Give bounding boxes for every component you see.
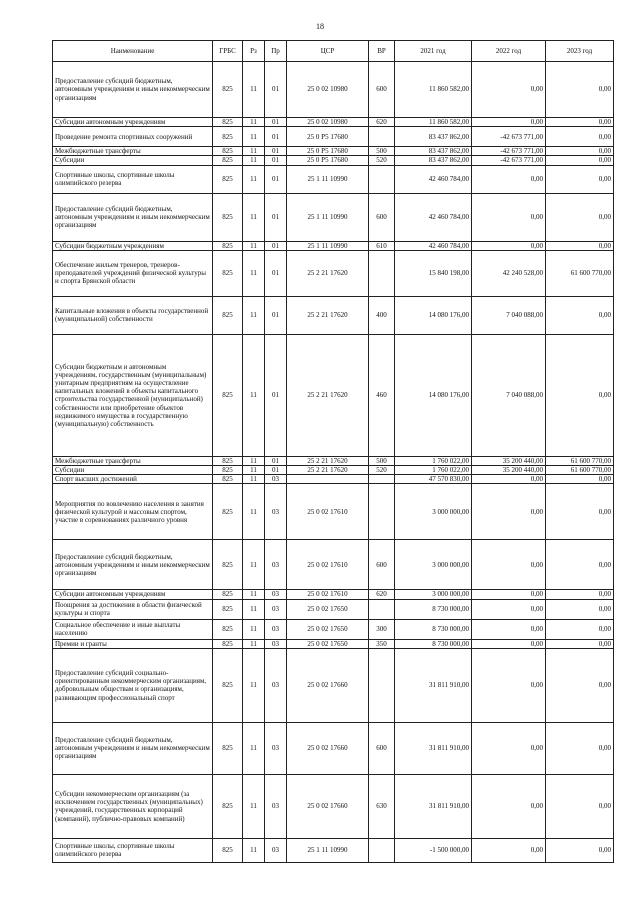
cell-2023: 0,00 bbox=[546, 774, 614, 838]
cell-rz: 11 bbox=[243, 540, 265, 590]
cell-name: Субсидии bbox=[53, 466, 213, 475]
cell-vr: 620 bbox=[369, 590, 395, 599]
cell-2022: 0,00 bbox=[472, 619, 546, 639]
cell-pr: 01 bbox=[265, 334, 287, 456]
cell-vr bbox=[369, 475, 395, 484]
cell-vr bbox=[369, 165, 395, 193]
cell-name: Субсидии bbox=[53, 156, 213, 165]
cell-rz: 11 bbox=[243, 334, 265, 456]
cell-vr: 610 bbox=[369, 241, 395, 250]
cell-grbs: 825 bbox=[213, 639, 243, 648]
cell-2023: 61 600 770,00 bbox=[546, 250, 614, 296]
cell-csr: 25 0 02 10980 bbox=[287, 118, 369, 127]
cell-rz: 11 bbox=[243, 466, 265, 475]
header-pr: Пр bbox=[265, 41, 287, 62]
cell-2023: 61 600 770,00 bbox=[546, 466, 614, 475]
cell-pr: 01 bbox=[265, 147, 287, 156]
cell-2022: 0,00 bbox=[472, 722, 546, 774]
cell-2023: 0,00 bbox=[546, 475, 614, 484]
cell-csr: 25 0 02 17660 bbox=[287, 648, 369, 722]
cell-pr: 03 bbox=[265, 722, 287, 774]
table-row bbox=[53, 639, 614, 648]
cell-vr: 460 bbox=[369, 334, 395, 456]
cell-vr: 500 bbox=[369, 147, 395, 156]
header-2021: 2021 год bbox=[395, 41, 472, 62]
cell-2023: 0,00 bbox=[546, 334, 614, 456]
cell-csr: 25 0 02 17660 bbox=[287, 722, 369, 774]
cell-2021: 31 811 910,00 bbox=[395, 722, 472, 774]
cell-2022: -42 673 771,00 bbox=[472, 127, 546, 147]
cell-csr: 25 2 21 17620 bbox=[287, 466, 369, 475]
cell-csr: 25 0 02 10980 bbox=[287, 62, 369, 118]
cell-2023: 0,00 bbox=[546, 540, 614, 590]
cell-vr: 300 bbox=[369, 619, 395, 639]
cell-pr: 03 bbox=[265, 599, 287, 619]
cell-pr: 03 bbox=[265, 774, 287, 838]
cell-2023: 0,00 bbox=[546, 193, 614, 241]
cell-grbs: 825 bbox=[213, 475, 243, 484]
cell-pr: 01 bbox=[265, 118, 287, 127]
cell-2022: 0,00 bbox=[472, 838, 546, 862]
cell-2022: 0,00 bbox=[472, 599, 546, 619]
cell-pr: 03 bbox=[265, 475, 287, 484]
cell-vr: 600 bbox=[369, 722, 395, 774]
cell-2021: 1 760 022,00 bbox=[395, 456, 472, 465]
cell-grbs: 825 bbox=[213, 619, 243, 639]
table-row bbox=[53, 334, 614, 456]
cell-grbs: 825 bbox=[213, 156, 243, 165]
cell-2021: 14 080 176,00 bbox=[395, 334, 472, 456]
cell-grbs: 825 bbox=[213, 456, 243, 465]
cell-name: Предоставление субсидий бюджетным, автономным учреждениям и иным некоммерческим организациям bbox=[53, 540, 213, 590]
header-vr: ВР bbox=[369, 41, 395, 62]
cell-grbs: 825 bbox=[213, 296, 243, 334]
cell-name: Межбюджетные трансферты bbox=[53, 456, 213, 465]
cell-2022: 7 040 088,00 bbox=[472, 296, 546, 334]
table-row bbox=[53, 296, 614, 334]
cell-name: Спорт высших достижений bbox=[53, 475, 213, 484]
cell-rz: 11 bbox=[243, 475, 265, 484]
header-grbs: ГРБС bbox=[213, 41, 243, 62]
cell-pr: 03 bbox=[265, 619, 287, 639]
cell-rz: 11 bbox=[243, 639, 265, 648]
table-row bbox=[53, 147, 614, 156]
table-row bbox=[53, 619, 614, 639]
cell-rz: 11 bbox=[243, 484, 265, 540]
cell-vr: 600 bbox=[369, 193, 395, 241]
cell-2023: 0,00 bbox=[546, 648, 614, 722]
table-row bbox=[53, 722, 614, 774]
cell-2022: 0,00 bbox=[472, 648, 546, 722]
cell-vr: 500 bbox=[369, 456, 395, 465]
cell-2022: 0,00 bbox=[472, 193, 546, 241]
cell-rz: 11 bbox=[243, 838, 265, 862]
cell-2021: 83 437 862,00 bbox=[395, 147, 472, 156]
cell-2022: 0,00 bbox=[472, 590, 546, 599]
cell-2021: 3 000 000,00 bbox=[395, 590, 472, 599]
table-row bbox=[53, 540, 614, 590]
cell-grbs: 825 bbox=[213, 62, 243, 118]
cell-grbs: 825 bbox=[213, 599, 243, 619]
cell-csr: 25 1 11 10990 bbox=[287, 241, 369, 250]
cell-rz: 11 bbox=[243, 147, 265, 156]
cell-2021: 3 000 000,00 bbox=[395, 540, 472, 590]
cell-pr: 01 bbox=[265, 466, 287, 475]
cell-csr: 25 1 11 10990 bbox=[287, 165, 369, 193]
cell-grbs: 825 bbox=[213, 165, 243, 193]
cell-2023: 0,00 bbox=[546, 165, 614, 193]
table-row bbox=[53, 774, 614, 838]
cell-2022: -42 673 771,00 bbox=[472, 147, 546, 156]
cell-2022: 0,00 bbox=[472, 165, 546, 193]
cell-pr: 03 bbox=[265, 540, 287, 590]
cell-grbs: 825 bbox=[213, 722, 243, 774]
cell-2023: 0,00 bbox=[546, 639, 614, 648]
cell-csr: 25 2 21 17620 bbox=[287, 250, 369, 296]
cell-2021: 42 460 784,00 bbox=[395, 193, 472, 241]
cell-pr: 03 bbox=[265, 639, 287, 648]
cell-2023: 0,00 bbox=[546, 722, 614, 774]
cell-pr: 01 bbox=[265, 127, 287, 147]
cell-rz: 11 bbox=[243, 156, 265, 165]
cell-vr: 600 bbox=[369, 540, 395, 590]
cell-2023: 0,00 bbox=[546, 118, 614, 127]
table-row bbox=[53, 648, 614, 722]
cell-name: Субсидии бюджетным и автономным учреждениям, государственным (муниципальным) унитарным предприятиям на осуществление капитальных вложений в объекты капитального строительства государственной (муниципальной) собственности или приобретение объектов недвижимого имущества в государственную (муниципальную) собственность bbox=[53, 334, 213, 456]
cell-grbs: 825 bbox=[213, 118, 243, 127]
cell-csr: 25 0 02 17650 bbox=[287, 639, 369, 648]
cell-vr bbox=[369, 484, 395, 540]
cell-grbs: 825 bbox=[213, 241, 243, 250]
cell-name: Межбюджетные трансферты bbox=[53, 147, 213, 156]
table-row bbox=[53, 475, 614, 484]
cell-grbs: 825 bbox=[213, 147, 243, 156]
cell-name: Социальное обеспечение и иные выплаты населению bbox=[53, 619, 213, 639]
cell-name: Поощрения за достижения в области физической культуры и спорта bbox=[53, 599, 213, 619]
cell-name: Предоставление субсидий бюджетным, автономным учреждениям и иным некоммерческим организациям bbox=[53, 62, 213, 118]
cell-vr: 520 bbox=[369, 466, 395, 475]
table-row bbox=[53, 466, 614, 475]
cell-rz: 11 bbox=[243, 62, 265, 118]
cell-pr: 01 bbox=[265, 250, 287, 296]
cell-csr: 25 0 02 17610 bbox=[287, 590, 369, 599]
cell-rz: 11 bbox=[243, 250, 265, 296]
cell-name: Мероприятия по вовлечению населения в занятия физической культурой и массовым спортом, участие в соревнованиях различного уровня bbox=[53, 484, 213, 540]
cell-name: Предоставление субсидий бюджетным, автономным учреждениям и иным некоммерческим организациям bbox=[53, 722, 213, 774]
cell-2021: 11 860 582,00 bbox=[395, 118, 472, 127]
cell-2023: 61 600 770,00 bbox=[546, 456, 614, 465]
cell-csr: 25 0 P5 17680 bbox=[287, 127, 369, 147]
cell-2022: 35 200 440,00 bbox=[472, 456, 546, 465]
cell-pr: 01 bbox=[265, 241, 287, 250]
cell-csr: 25 2 21 17620 bbox=[287, 296, 369, 334]
cell-2022: 0,00 bbox=[472, 241, 546, 250]
cell-2021: 15 840 198,00 bbox=[395, 250, 472, 296]
cell-name: Спортивные школы, спортивные школы олимпийского резерва bbox=[53, 838, 213, 862]
cell-pr: 01 bbox=[265, 165, 287, 193]
cell-2021: 42 460 784,00 bbox=[395, 241, 472, 250]
table-row bbox=[53, 241, 614, 250]
table-row bbox=[53, 250, 614, 296]
cell-2022: 7 040 088,00 bbox=[472, 334, 546, 456]
cell-grbs: 825 bbox=[213, 774, 243, 838]
table-row bbox=[53, 165, 614, 193]
header-name: Наименование bbox=[53, 41, 213, 62]
cell-rz: 11 bbox=[243, 241, 265, 250]
cell-vr: 630 bbox=[369, 774, 395, 838]
cell-rz: 11 bbox=[243, 127, 265, 147]
cell-rz: 11 bbox=[243, 165, 265, 193]
cell-pr: 03 bbox=[265, 484, 287, 540]
cell-2021: -1 500 000,00 bbox=[395, 838, 472, 862]
cell-2022: 0,00 bbox=[472, 484, 546, 540]
table-body bbox=[53, 62, 614, 863]
cell-2022: 0,00 bbox=[472, 475, 546, 484]
cell-vr bbox=[369, 599, 395, 619]
cell-name: Проведение ремонта спортивных сооружений bbox=[53, 127, 213, 147]
table-row bbox=[53, 127, 614, 147]
cell-pr: 01 bbox=[265, 193, 287, 241]
cell-2023: 0,00 bbox=[546, 62, 614, 118]
table-header-row bbox=[53, 41, 614, 62]
header-2022: 2022 год bbox=[472, 41, 546, 62]
cell-csr: 25 0 02 17650 bbox=[287, 599, 369, 619]
cell-grbs: 825 bbox=[213, 540, 243, 590]
cell-csr: 25 2 21 17620 bbox=[287, 334, 369, 456]
cell-2023: 0,00 bbox=[546, 484, 614, 540]
table-row bbox=[53, 590, 614, 599]
cell-2023: 0,00 bbox=[546, 838, 614, 862]
cell-2023: 0,00 bbox=[546, 619, 614, 639]
cell-csr: 25 0 02 17610 bbox=[287, 484, 369, 540]
cell-vr: 520 bbox=[369, 156, 395, 165]
cell-2023: 0,00 bbox=[546, 296, 614, 334]
cell-name: Субсидии некоммерческим организациям (за исключением государственных (муниципальных) учреждений, государственных корпораций (компаний), публично-правовых компаний) bbox=[53, 774, 213, 838]
cell-grbs: 825 bbox=[213, 590, 243, 599]
cell-name: Предоставление субсидий бюджетным, автономным учреждениям и иным некоммерческим организациям bbox=[53, 193, 213, 241]
cell-2021: 3 000 000,00 bbox=[395, 484, 472, 540]
cell-name: Предоставление субсидий социально-ориентированным некоммерческим организациям, добровольным обществам и организациям, развивающим профессиональный спорт bbox=[53, 648, 213, 722]
cell-vr: 600 bbox=[369, 62, 395, 118]
cell-rz: 11 bbox=[243, 599, 265, 619]
table-row bbox=[53, 62, 614, 118]
cell-vr: 350 bbox=[369, 639, 395, 648]
cell-2023: 0,00 bbox=[546, 127, 614, 147]
cell-rz: 11 bbox=[243, 590, 265, 599]
cell-rz: 11 bbox=[243, 774, 265, 838]
cell-pr: 03 bbox=[265, 648, 287, 722]
cell-2021: 83 437 862,00 bbox=[395, 156, 472, 165]
cell-2021: 31 811 910,00 bbox=[395, 648, 472, 722]
cell-grbs: 825 bbox=[213, 250, 243, 296]
cell-2022: 0,00 bbox=[472, 639, 546, 648]
cell-2021: 14 080 176,00 bbox=[395, 296, 472, 334]
cell-pr: 03 bbox=[265, 590, 287, 599]
cell-pr: 01 bbox=[265, 296, 287, 334]
cell-2021: 8 730 000,00 bbox=[395, 619, 472, 639]
cell-vr bbox=[369, 127, 395, 147]
cell-vr bbox=[369, 838, 395, 862]
cell-name: Капитальные вложения в объекты государственной (муниципальной) собственности bbox=[53, 296, 213, 334]
cell-2021: 8 730 000,00 bbox=[395, 639, 472, 648]
cell-grbs: 825 bbox=[213, 334, 243, 456]
cell-2021: 11 860 582,00 bbox=[395, 62, 472, 118]
cell-name: Субсидии бюджетным учреждениям bbox=[53, 241, 213, 250]
budget-table bbox=[52, 40, 614, 863]
cell-name: Обеспечение жильем тренеров, тренеров-преподавателей учреждений физической культуры и спорта Брянской области bbox=[53, 250, 213, 296]
cell-csr: 25 0 02 17610 bbox=[287, 540, 369, 590]
cell-2023: 0,00 bbox=[546, 599, 614, 619]
cell-vr bbox=[369, 648, 395, 722]
cell-2021: 31 811 910,00 bbox=[395, 774, 472, 838]
cell-name: Субсидии автономным учреждениям bbox=[53, 118, 213, 127]
cell-grbs: 825 bbox=[213, 466, 243, 475]
cell-rz: 11 bbox=[243, 648, 265, 722]
cell-rz: 11 bbox=[243, 722, 265, 774]
cell-csr: 25 2 21 17620 bbox=[287, 456, 369, 465]
table-row bbox=[53, 118, 614, 127]
cell-2022: -42 673 771,00 bbox=[472, 156, 546, 165]
cell-csr: 25 1 11 10990 bbox=[287, 838, 369, 862]
cell-name: Субсидии автономным учреждениям bbox=[53, 590, 213, 599]
cell-name: Премии и гранты bbox=[53, 639, 213, 648]
cell-csr: 25 1 11 10990 bbox=[287, 193, 369, 241]
cell-2023: 0,00 bbox=[546, 156, 614, 165]
table-row bbox=[53, 838, 614, 862]
cell-rz: 11 bbox=[243, 193, 265, 241]
table-row bbox=[53, 484, 614, 540]
cell-2022: 0,00 bbox=[472, 540, 546, 590]
cell-2021: 42 460 784,00 bbox=[395, 165, 472, 193]
header-2023: 2023 год bbox=[546, 41, 614, 62]
cell-csr bbox=[287, 475, 369, 484]
cell-rz: 11 bbox=[243, 456, 265, 465]
cell-csr: 25 0 02 17660 bbox=[287, 774, 369, 838]
cell-csr: 25 0 P5 17680 bbox=[287, 156, 369, 165]
cell-grbs: 825 bbox=[213, 484, 243, 540]
page-number: 18 bbox=[316, 22, 324, 31]
cell-rz: 11 bbox=[243, 118, 265, 127]
cell-2021: 47 570 830,00 bbox=[395, 475, 472, 484]
cell-grbs: 825 bbox=[213, 193, 243, 241]
cell-name: Спортивные школы, спортивные школы олимпийского резерва bbox=[53, 165, 213, 193]
cell-pr: 01 bbox=[265, 62, 287, 118]
cell-2022: 0,00 bbox=[472, 774, 546, 838]
cell-2023: 0,00 bbox=[546, 590, 614, 599]
cell-2022: 35 200 440,00 bbox=[472, 466, 546, 475]
header-rz: Рз bbox=[243, 41, 265, 62]
table-row bbox=[53, 193, 614, 241]
cell-vr bbox=[369, 250, 395, 296]
cell-pr: 01 bbox=[265, 456, 287, 465]
cell-csr: 25 0 P5 17680 bbox=[287, 147, 369, 156]
cell-2023: 0,00 bbox=[546, 241, 614, 250]
table-row bbox=[53, 156, 614, 165]
table-row bbox=[53, 456, 614, 465]
cell-rz: 11 bbox=[243, 296, 265, 334]
cell-grbs: 825 bbox=[213, 838, 243, 862]
table-row bbox=[53, 599, 614, 619]
cell-pr: 01 bbox=[265, 156, 287, 165]
cell-2022: 0,00 bbox=[472, 118, 546, 127]
cell-csr: 25 0 02 17650 bbox=[287, 619, 369, 639]
cell-grbs: 825 bbox=[213, 648, 243, 722]
cell-2022: 42 240 528,00 bbox=[472, 250, 546, 296]
cell-pr: 03 bbox=[265, 838, 287, 862]
cell-grbs: 825 bbox=[213, 127, 243, 147]
cell-vr: 620 bbox=[369, 118, 395, 127]
cell-2021: 83 437 862,00 bbox=[395, 127, 472, 147]
cell-2022: 0,00 bbox=[472, 62, 546, 118]
cell-vr: 400 bbox=[369, 296, 395, 334]
cell-2021: 1 760 022,00 bbox=[395, 466, 472, 475]
cell-2021: 8 730 000,00 bbox=[395, 599, 472, 619]
cell-rz: 11 bbox=[243, 619, 265, 639]
cell-2023: 0,00 bbox=[546, 147, 614, 156]
header-csr: ЦСР bbox=[287, 41, 369, 62]
